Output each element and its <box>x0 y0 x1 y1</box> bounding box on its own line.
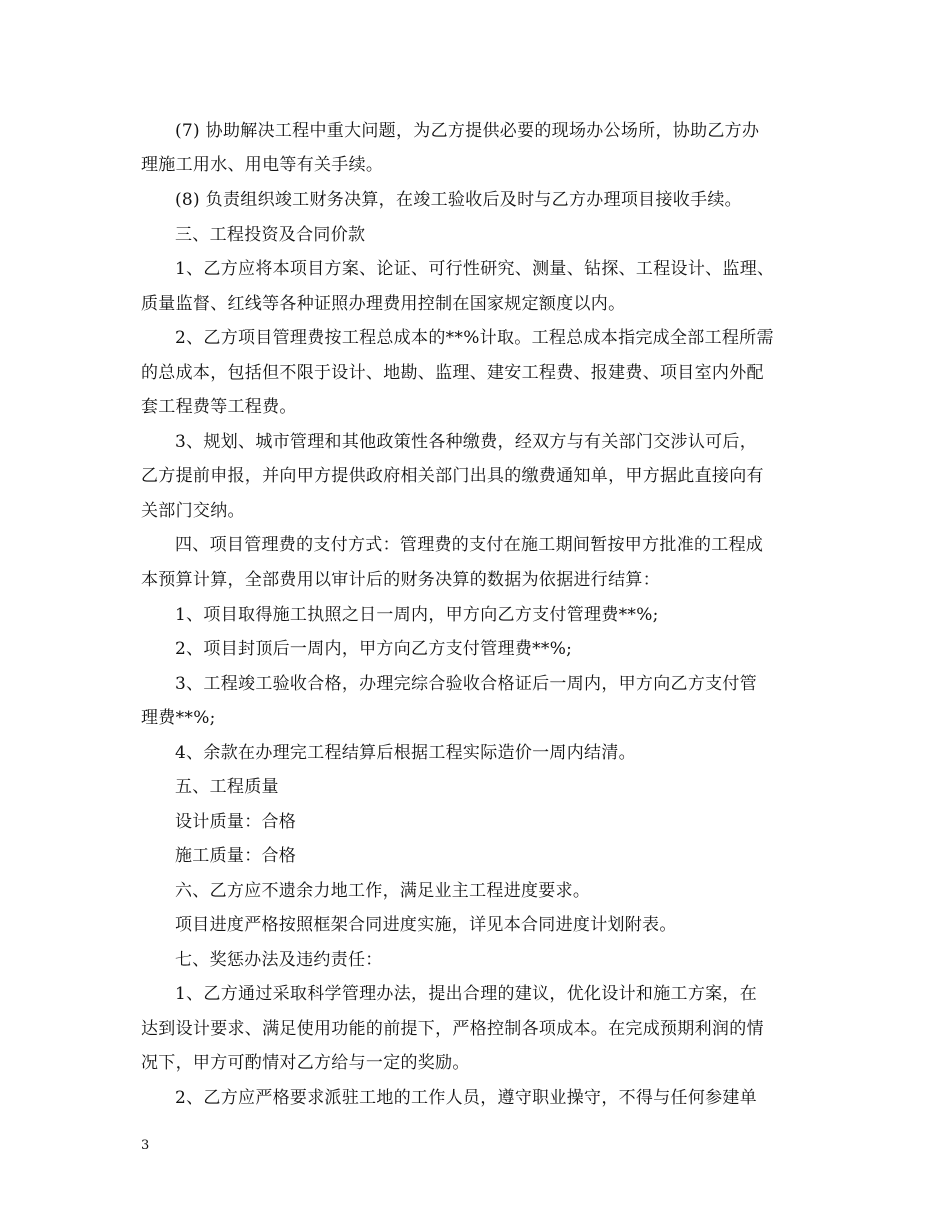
paragraph-line: 理施工用水、用电等有关手续。 <box>141 155 384 175</box>
paragraph-line: 2、乙方项目管理费按工程总成本的**%计取。工程总成本指完成全部工程所需 <box>175 328 774 348</box>
paragraph-line: 关部门交纳。 <box>141 501 245 521</box>
section-heading: 三、工程投资及合同价款 <box>175 225 366 245</box>
paragraph-line: 达到设计要求、满足使用功能的前提下，严格控制各项成本。在完成预期利润的情 <box>141 1019 764 1039</box>
paragraph-line: (7) 协助解决工程中重大问题，为乙方提供必要的现场办公场所，协助乙方办 <box>175 121 760 141</box>
paragraph-line: 理费**%; <box>141 708 216 728</box>
paragraph-line: 4、余款在办理完工程结算后根据工程实际造价一周内结清。 <box>175 743 636 763</box>
paragraph-line: 3、规划、城市管理和其他政策性各种缴费，经双方与有关部门交涉认可后， <box>175 432 758 452</box>
paragraph-line: 设计质量：合格 <box>175 812 297 832</box>
paragraph-line: 的总成本，包括但不限于设计、地勘、监理、建安工程费、报建费、项目室内外配 <box>141 363 764 383</box>
paragraph-line: 1、项目取得施工执照之日一周内，甲方向乙方支付管理费**%; <box>175 605 659 625</box>
section-heading: 五、工程质量 <box>175 777 279 797</box>
paragraph-line: 乙方提前申报，并向甲方提供政府相关部门出具的缴费通知单，甲方据此直接向有 <box>141 466 764 486</box>
paragraph-line: 况下，甲方可酌情对乙方给与一定的奖励。 <box>141 1053 470 1073</box>
paragraph-line: 1、乙方应将本项目方案、论证、可行性研究、测量、钻探、工程设计、监理、 <box>175 259 775 279</box>
paragraph-line: 本预算计算，全部费用以审计后的财务决算的数据为依据进行结算： <box>141 570 660 590</box>
page-number: 3 <box>141 1138 150 1153</box>
paragraph-line: 2、乙方应严格要求派驻工地的工作人员，遵守职业操守，不得与任何参建单 <box>175 1088 758 1108</box>
paragraph-line: 质量监督、红线等各种证照办理费用控制在国家规定额度以内。 <box>141 294 626 314</box>
paragraph-line: 3、工程竣工验收合格，办理完综合验收合格证后一周内，甲方向乙方支付管 <box>175 674 758 694</box>
paragraph-line: 施工质量：合格 <box>175 846 297 866</box>
section-heading: 七、奖惩办法及违约责任： <box>175 950 383 970</box>
section-heading: 六、乙方应不遗余力地工作，满足业主工程进度要求。 <box>175 881 591 901</box>
paragraph-line: (8) 负责组织竣工财务决算，在竣工验收后及时与乙方办理项目接收手续。 <box>175 190 742 210</box>
paragraph-line: 2、项目封顶后一周内，甲方向乙方支付管理费**%; <box>175 639 573 659</box>
section-heading: 四、项目管理费的支付方式：管理费的支付在施工期间暂按甲方批准的工程成 <box>175 535 764 555</box>
paragraph-line: 项目进度严格按照框架合同进度实施，详见本合同进度计划附表。 <box>175 915 677 935</box>
paragraph-line: 1、乙方通过采取科学管理办法，提出合理的建议，优化设计和施工方案，在 <box>175 984 758 1004</box>
paragraph-line: 套工程费等工程费。 <box>141 397 297 417</box>
